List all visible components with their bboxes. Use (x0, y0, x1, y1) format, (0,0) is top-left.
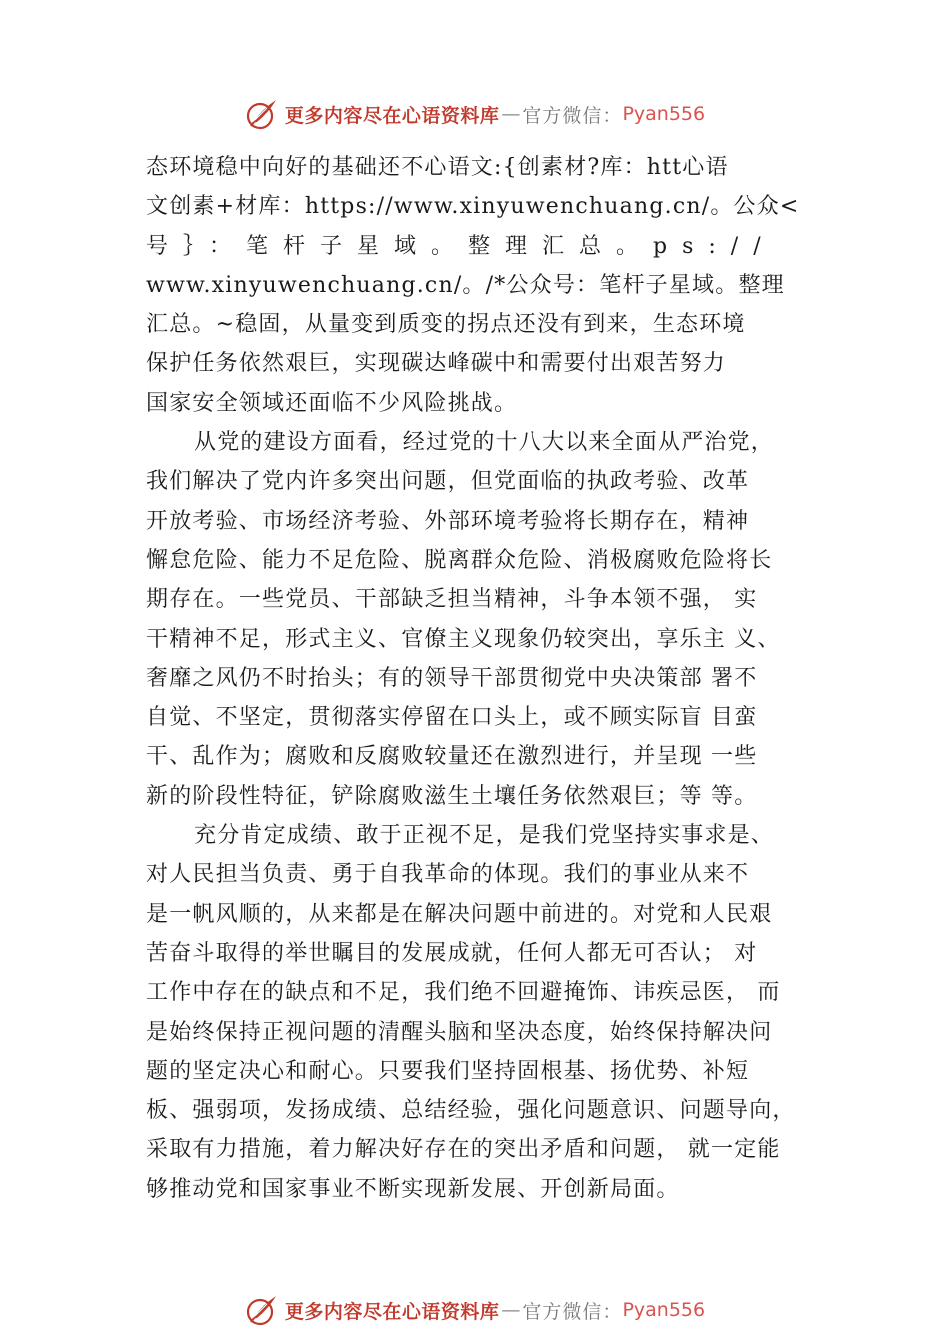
header-wechat-id: Pyan556 (622, 103, 706, 125)
quill-logo-icon (245, 96, 281, 132)
body-line: 够推动党和国家事业不断实现新发展、开创新局面。 (146, 1176, 680, 1202)
body-line: 国家安全领域还面临不少风险挑战。 (146, 390, 518, 416)
header-brand: 更多内容尽在心语资料库 (284, 104, 500, 127)
body-line: 开放考验、市场经济考验、外部环境考验将长期存在，精神 (146, 508, 750, 534)
body-line: 期存在。一些党员、干部缺乏担当精神，斗争本领不强， 实 (146, 587, 758, 613)
body-line: 题的坚定决心和耐心。只要我们坚持固根基、扬优势、补短 (146, 1058, 750, 1084)
body-line: 文创素+材库：https://www.xinyuwenchuang.cn/。公众< (146, 194, 800, 220)
document-body (146, 148, 846, 1209)
body-line: 苦奋斗取得的举世瞩目的发展成就，任何人都无可否认； 对 (146, 940, 758, 966)
body-line: 板、强弱项，发扬成绩、总结经验，强化问题意识、问题导向， (146, 1098, 796, 1124)
footer-brand: 更多内容尽在心语资料库 (284, 1300, 500, 1323)
footer-banner (0, 1290, 950, 1330)
body-line: 从党的建设方面看，经过党的十八大以来全面从严治党， (194, 430, 775, 456)
body-line: 新的阶段性特征，铲除腐败滋生土壤任务依然艰巨；等 等。 (146, 783, 758, 809)
body-line: www.xinyuwenchuang.cn/。/*公众号：笔杆子星域。整理 (146, 272, 785, 298)
quill-logo-icon (245, 1292, 281, 1328)
header-dash: — (501, 103, 521, 125)
body-line: 采取有力措施，着力解决好存在的突出矛盾和问题， 就一定能 (146, 1137, 781, 1163)
footer-wechat-id: Pyan556 (622, 1299, 706, 1321)
body-line: 我们解决了党内许多突出问题，但党面临的执政考验、改革 (146, 469, 750, 495)
body-line: 干、乱作为；腐败和反腐败较量还在激烈进行，并呈现 一些 (146, 744, 758, 770)
body-line: 保护任务依然艰巨，实现碳达峰碳中和需要付出艰苦努力 (146, 351, 727, 377)
footer-wechat-label: 官方微信： (522, 1300, 623, 1323)
body-line: 奢靡之风仍不时抬头；有的领导干部贯彻党中央决策部 署不 (146, 665, 758, 691)
body-line: 工作中存在的缺点和不足，我们绝不回避掩饰、讳疾忌医， 而 (146, 980, 781, 1006)
body-line: 充分肯定成绩、敢于正视不足，是我们党坚持实事求是、 (194, 823, 775, 849)
footer-dash: — (501, 1299, 521, 1321)
body-line: 对人民担当负责、勇于自我革命的体现。我们的事业从来不 (146, 862, 750, 888)
body-line: 是一帆风顺的，从来都是在解决问题中前进的。对党和人民艰 (146, 901, 773, 927)
body-line: 号｝：笔杆子星域。整理汇总。ps:// (146, 233, 776, 259)
header-wechat-label: 官方微信： (522, 104, 623, 127)
body-line: 懈怠危险、能力不足危险、脱离群众危险、消极腐败危险将长 (146, 547, 773, 573)
body-line: 汇总。~稳固，从量变到质变的拐点还没有到来，生态环境 (146, 312, 746, 338)
body-line: 态环境稳中向好的基础还不心语文:{创素材?库：htt心语 (146, 155, 729, 180)
body-line: 是始终保持正视问题的清醒头脑和坚决态度，始终保持解决问 (146, 1019, 773, 1045)
body-line: 自觉、不坚定，贯彻落实停留在口头上，或不顾实际盲 目蛮 (146, 705, 758, 731)
header-banner (0, 94, 950, 134)
body-line: 干精神不足，形式主义、官僚主义现象仍较突出，享乐主 义、 (146, 626, 781, 652)
